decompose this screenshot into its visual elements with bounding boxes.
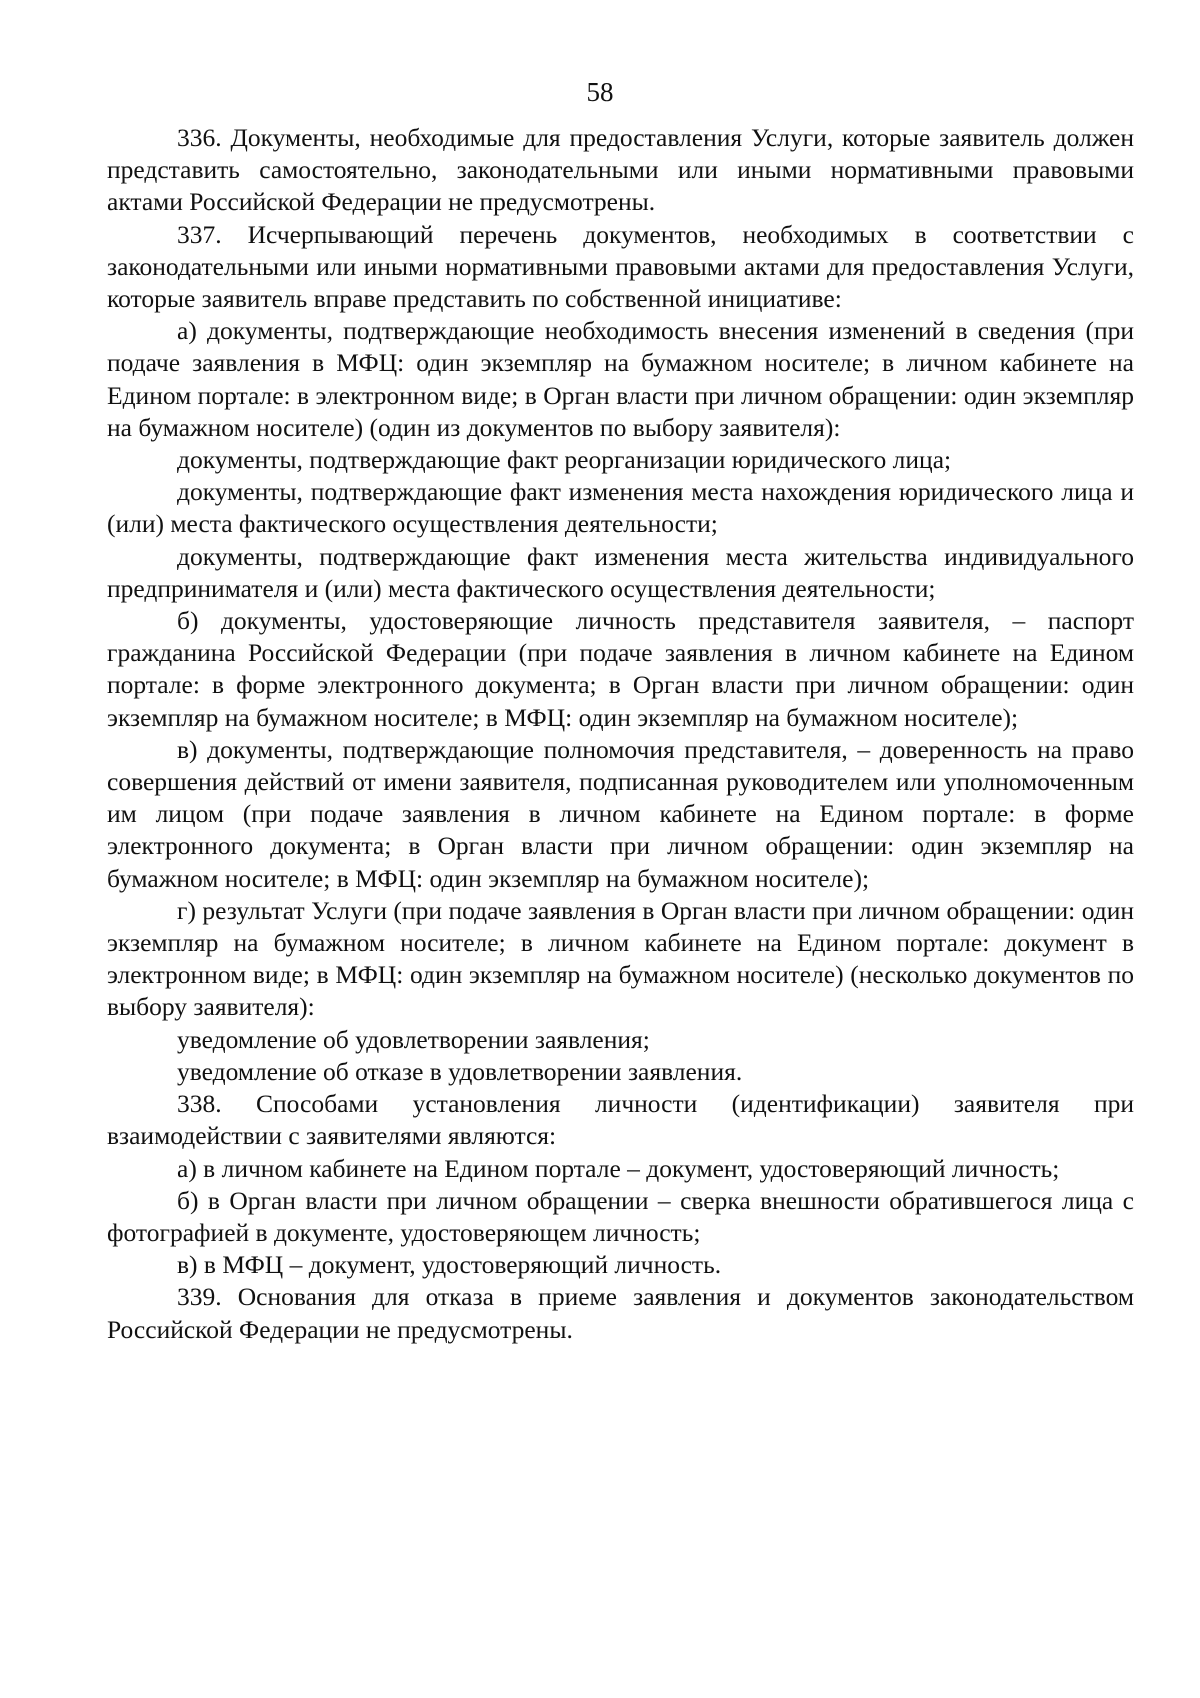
paragraph-338-a: а) в личном кабинете на Едином портале – документ, удостоверяющий личность; xyxy=(177,1153,1060,1183)
paragraph-338-v: в) в МФЦ – документ, удостоверяющий личность. xyxy=(177,1250,722,1280)
paragraph-338-b: б) в Орган власти при личном обращении – сверка внешности обратившегося лица с фотографией в документе, удостоверяющем личность; xyxy=(107,1185,1134,1247)
paragraph-337-v: в) документы, подтверждающие полномочия представителя, – доверенность на право совершения действий от имени заявителя, подписанная руководителем или уполномоченным им лицом (при подаче заявления в личном кабинете на Едином портале: в форме электронного документа; в Орган власти при личном обращении: один экземпляр на бумажном носителе; в МФЦ: один экземпляр на бумажном носителе); xyxy=(107,734,1134,893)
paragraph-337: 337. Исчерпывающий перечень документов, необходимых в соответствии с законодательными или иными нормативными правовыми актами для предоставления Услуги, которые заявитель вправе представить по собственной инициативе: xyxy=(107,219,1134,314)
paragraph-337-b: б) документы, удостоверяющие личность представителя заявителя, – паспорт гражданина Российской Федерации (при подаче заявления в личном кабинете на Едином портале: в форме электронного документа; в Орган власти при личном обращении: один экземпляр на бумажном носителе; в МФЦ: один экземпляр на бумажном носителе); xyxy=(107,606,1134,732)
list-item-location-change: документы, подтверждающие факт изменения места нахождения юридического лица и (или) места фактического осуществления деятельности; xyxy=(107,477,1134,539)
paragraph-336: 336. Документы, необходимые для предоставления Услуги, которые заявитель должен представить самостоятельно, законодательными или иными нормативными правовыми актами Российской Федерации не предусмотрены. xyxy=(107,123,1134,217)
paragraph-339: 339. Основания для отказа в приеме заявления и документов законодательством Российской Федерации не предусмотрены. xyxy=(107,1282,1134,1344)
list-item-residence-change: документы, подтверждающие факт изменения места жительства индивидуального предпринимателя и (или) места фактического осуществления деятельности; xyxy=(107,541,1134,603)
paragraph-338: 338. Способами установления личности (идентификации) заявителя при взаимодействии с заявителями являются: xyxy=(107,1089,1134,1151)
paragraph-337-a: а) документы, подтверждающие необходимость внесения изменений в сведения (при подаче заявления в МФЦ: один экземпляр на бумажном носителе; в личном кабинете на Едином портале: в электронном виде; в Орган власти при личном обращении: один экземпляр на бумажном носителе) (один из документов по выбору заявителя): xyxy=(107,316,1134,442)
list-item-refusal-notice: уведомление об отказе в удовлетворении заявления. xyxy=(177,1056,743,1086)
list-item-reorganization: документы, подтверждающие факт реорганизации юридического лица; xyxy=(177,445,952,475)
page-number: 58 xyxy=(586,77,614,107)
list-item-approval-notice: уведомление об удовлетворении заявления; xyxy=(177,1024,650,1054)
paragraph-337-g: г) результат Услуги (при подаче заявления в Орган власти при личном обращении: один экземпляр на бумажном носителе; в личном кабинете на Едином портале: документ в электронном виде; в МФЦ: один экземпляр на бумажном носителе) (несколько документов по выбору заявителя): xyxy=(107,895,1134,1022)
document-body xyxy=(107,122,1134,1346)
